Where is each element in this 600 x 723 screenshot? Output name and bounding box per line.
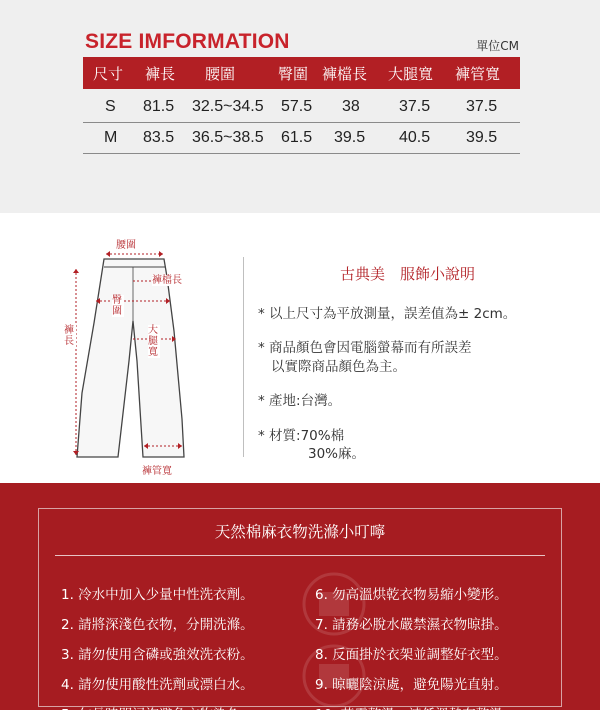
washing-tips-title: 天然棉麻衣物洗滌小叮嚀 xyxy=(214,523,386,541)
diagram-label-thigh: 大腿寬 xyxy=(148,325,158,358)
size-table-header xyxy=(83,57,520,89)
product-description-section xyxy=(0,213,600,483)
cell-rise: 38 xyxy=(342,98,360,115)
header-length: 褲長 xyxy=(145,65,176,83)
washing-tip: 1. 冷水中加入少量中性洗衣劑。 xyxy=(61,587,254,603)
cell-length: 83.5 xyxy=(143,129,175,146)
washing-tips-section xyxy=(0,483,600,723)
note-color: * 商品顏色會因電腦螢幕而有所誤差 xyxy=(258,340,472,356)
table-row xyxy=(83,123,520,154)
unit-label: 單位CM xyxy=(476,39,519,53)
diagram-label-rise: 褲檔長 xyxy=(152,275,182,286)
header-thigh: 大腿寬 xyxy=(388,65,434,83)
washing-tip: 10. 若需整燙，請低溫墊布整燙。 xyxy=(315,707,517,723)
diagram-label-hem: 褲管寬 xyxy=(142,466,172,477)
diagram-label-waist: 腰圍 xyxy=(116,240,136,251)
washing-tip: 4. 請勿使用酸性洗劑或漂白水。 xyxy=(61,677,254,693)
note-material-continued: 30%麻。 xyxy=(308,446,366,462)
table-row xyxy=(83,92,520,123)
note-color-continued: 以實際商品顏色為主。 xyxy=(271,359,406,375)
header-rise: 褲檔長 xyxy=(322,65,368,83)
washing-title-divider xyxy=(55,555,545,556)
section-divider xyxy=(243,257,244,457)
note-origin: * 產地:台灣。 xyxy=(258,393,342,409)
cell-thigh: 37.5 xyxy=(399,98,431,115)
cell-waist: 32.5~34.5 xyxy=(192,98,264,115)
washing-tip: 3. 請勿使用含磷或強效洗衣粉。 xyxy=(61,647,254,663)
cell-hem: 39.5 xyxy=(466,129,498,146)
header-hip: 臀圍 xyxy=(278,65,309,83)
washing-tips-box xyxy=(38,508,562,723)
washing-tip: 5. 勿長時間浸泡避免衣物染色。 xyxy=(61,707,254,723)
header-hem: 褲管寬 xyxy=(455,65,501,83)
cell-waist: 36.5~38.5 xyxy=(192,129,264,146)
cell-size: M xyxy=(104,129,118,146)
washing-tip: 6. 勿高溫烘乾衣物易縮小變形。 xyxy=(315,587,508,603)
cell-rise: 39.5 xyxy=(334,129,366,146)
cell-hip: 57.5 xyxy=(281,98,313,115)
diagram-label-length: 褲長 xyxy=(64,325,74,347)
size-title: SIZE IMFORMATION xyxy=(85,30,290,53)
washing-tip: 9. 晾曬陰涼處，避免陽光直射。 xyxy=(315,677,508,693)
washing-tip: 2. 請將深淺色衣物，分開洗滌。 xyxy=(61,617,254,633)
washing-tip: 8. 反面掛於衣架並調整好衣型。 xyxy=(315,647,508,663)
diagram-label-hip: 臀圍 xyxy=(112,295,122,317)
cell-size: S xyxy=(105,98,116,115)
cell-thigh: 40.5 xyxy=(399,129,431,146)
header-waist: 腰圍 xyxy=(205,65,236,83)
note-measurement: * 以上尺寸為平放測量，誤差值為± 2cm。 xyxy=(258,306,517,322)
cell-hem: 37.5 xyxy=(466,98,498,115)
description-title: 古典美 服飾小說明 xyxy=(340,265,476,283)
cell-hip: 61.5 xyxy=(281,129,313,146)
header-size: 尺寸 xyxy=(93,65,124,83)
note-material: * 材質:70%棉 xyxy=(258,428,345,444)
pants-measurement-diagram xyxy=(60,233,210,477)
washing-tip: 7. 請務必脫水嚴禁濕衣物晾掛。 xyxy=(315,617,508,633)
size-information-section xyxy=(0,0,600,213)
cell-length: 81.5 xyxy=(143,98,175,115)
pants-outline-icon xyxy=(60,233,210,463)
